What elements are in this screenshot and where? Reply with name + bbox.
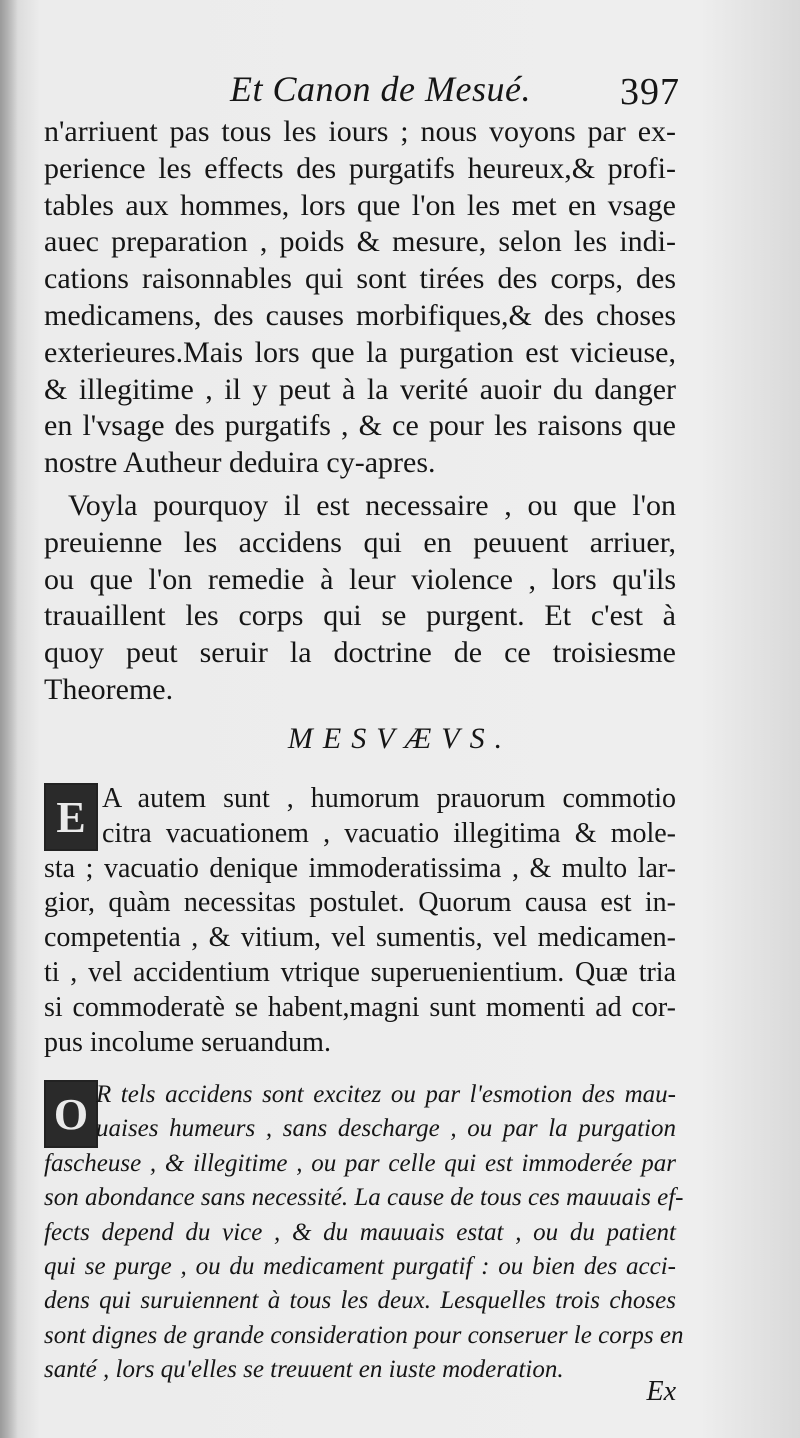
text-line: Theoreme. [44,672,174,706]
latin-paragraph [44,782,676,1060]
text-line: R tels accidens sont excitez ou par l'esmotion des mau- [96,1081,676,1108]
text-line: trauaillent les corps qui se purgent. Et c'est à [44,599,676,633]
text-line: son abondance sans necessité. La cause de tous ces mauuais ef- [44,1184,684,1212]
page-number: 397 [620,71,680,113]
section-heading: MESVÆVS. [287,722,513,755]
text-line: ti , vel accidentium vtrique superuenientium. Quæ tria [44,956,676,988]
text-line: uaises humeurs , sans descharge , ou par la purgation [96,1115,676,1143]
text-line: n'arriuent pas tous les iours ; nous voyons par ex- [44,115,676,148]
text-line: qui se purge , ou du medicament purgatif : ou bien des acci- [44,1252,676,1280]
text-line: fects depend du vice , & du mauuais estat , ou du patient [44,1218,676,1246]
running-title: Et Canon de Mesué. [230,69,531,109]
text-line: ou que l'on remedie à leur violence , lors qu'ils [44,562,676,596]
text-line: si commoderatè se habent,magni sunt momenti ad cor- [44,991,676,1023]
text-line: tables aux hommes, lors que l'on les met en vsage [44,188,676,222]
french-paragraph-2 [44,488,676,709]
french-paragraph-1 [44,114,676,482]
text-line: medicamens, des causes morbifiques,& des choses [44,298,676,332]
text-line: & illegitime , il y peut à la verité auoir du danger [44,372,676,406]
text-line: A autem sunt , humorum prauorum commotio [102,783,676,814]
french-commentary [44,1078,684,1388]
text-line: exterieures.Mais lors que la purgation est vicieuse, [44,335,676,369]
text-line: sont dignes de grande consideration pour conseruer le corps en [44,1321,684,1349]
text-line: gior, quàm necessitas postulet. Quorum causa est in- [44,887,676,919]
text-line: competentia , & vitium, vel sumentis, vel medicamen- [44,922,676,954]
text-line: sta ; vacuatio denique immoderatissima , & multo lar- [44,852,676,884]
text-line: santé , lors qu'elles se treuuent en iuste moderation. [44,1356,564,1384]
text-line: en l'vsage des purgatifs , & ce pour les raisons que [44,409,676,443]
text-line: perience les effects des purgatifs heureux,& profi- [44,151,676,185]
initial-letter: E [56,792,86,842]
text-line: cations raisonnables qui sont tirées des corps, des [44,262,676,296]
text-line: dens qui suruiennent à tous les deux. Lesquelles trois choses [44,1287,676,1315]
text-line: citra vacuationem , vacuatio illegitima & mole- [102,817,676,849]
text-line: nostre Autheur deduira cy-apres. [44,446,436,480]
initial-letter: O [53,1089,89,1139]
text-line: Voyla pourquoy il est necessaire , ou que l'on [68,489,676,522]
catchword: Ex [646,1376,676,1407]
text-line: pus incolume seruandum. [44,1026,331,1058]
text-line: preuienne les accidens qui en peuuent arriuer, [44,525,676,559]
text-line: quoy peut seruir la doctrine de ce troisiesme [44,636,676,670]
text-line: fascheuse , & illegitime , ou par celle qui est immoderée par [44,1149,676,1177]
page-header [40,68,680,118]
gutter-shadow [0,0,18,1438]
text-line: auec preparation , poids & mesure, selon les indi- [44,225,676,259]
